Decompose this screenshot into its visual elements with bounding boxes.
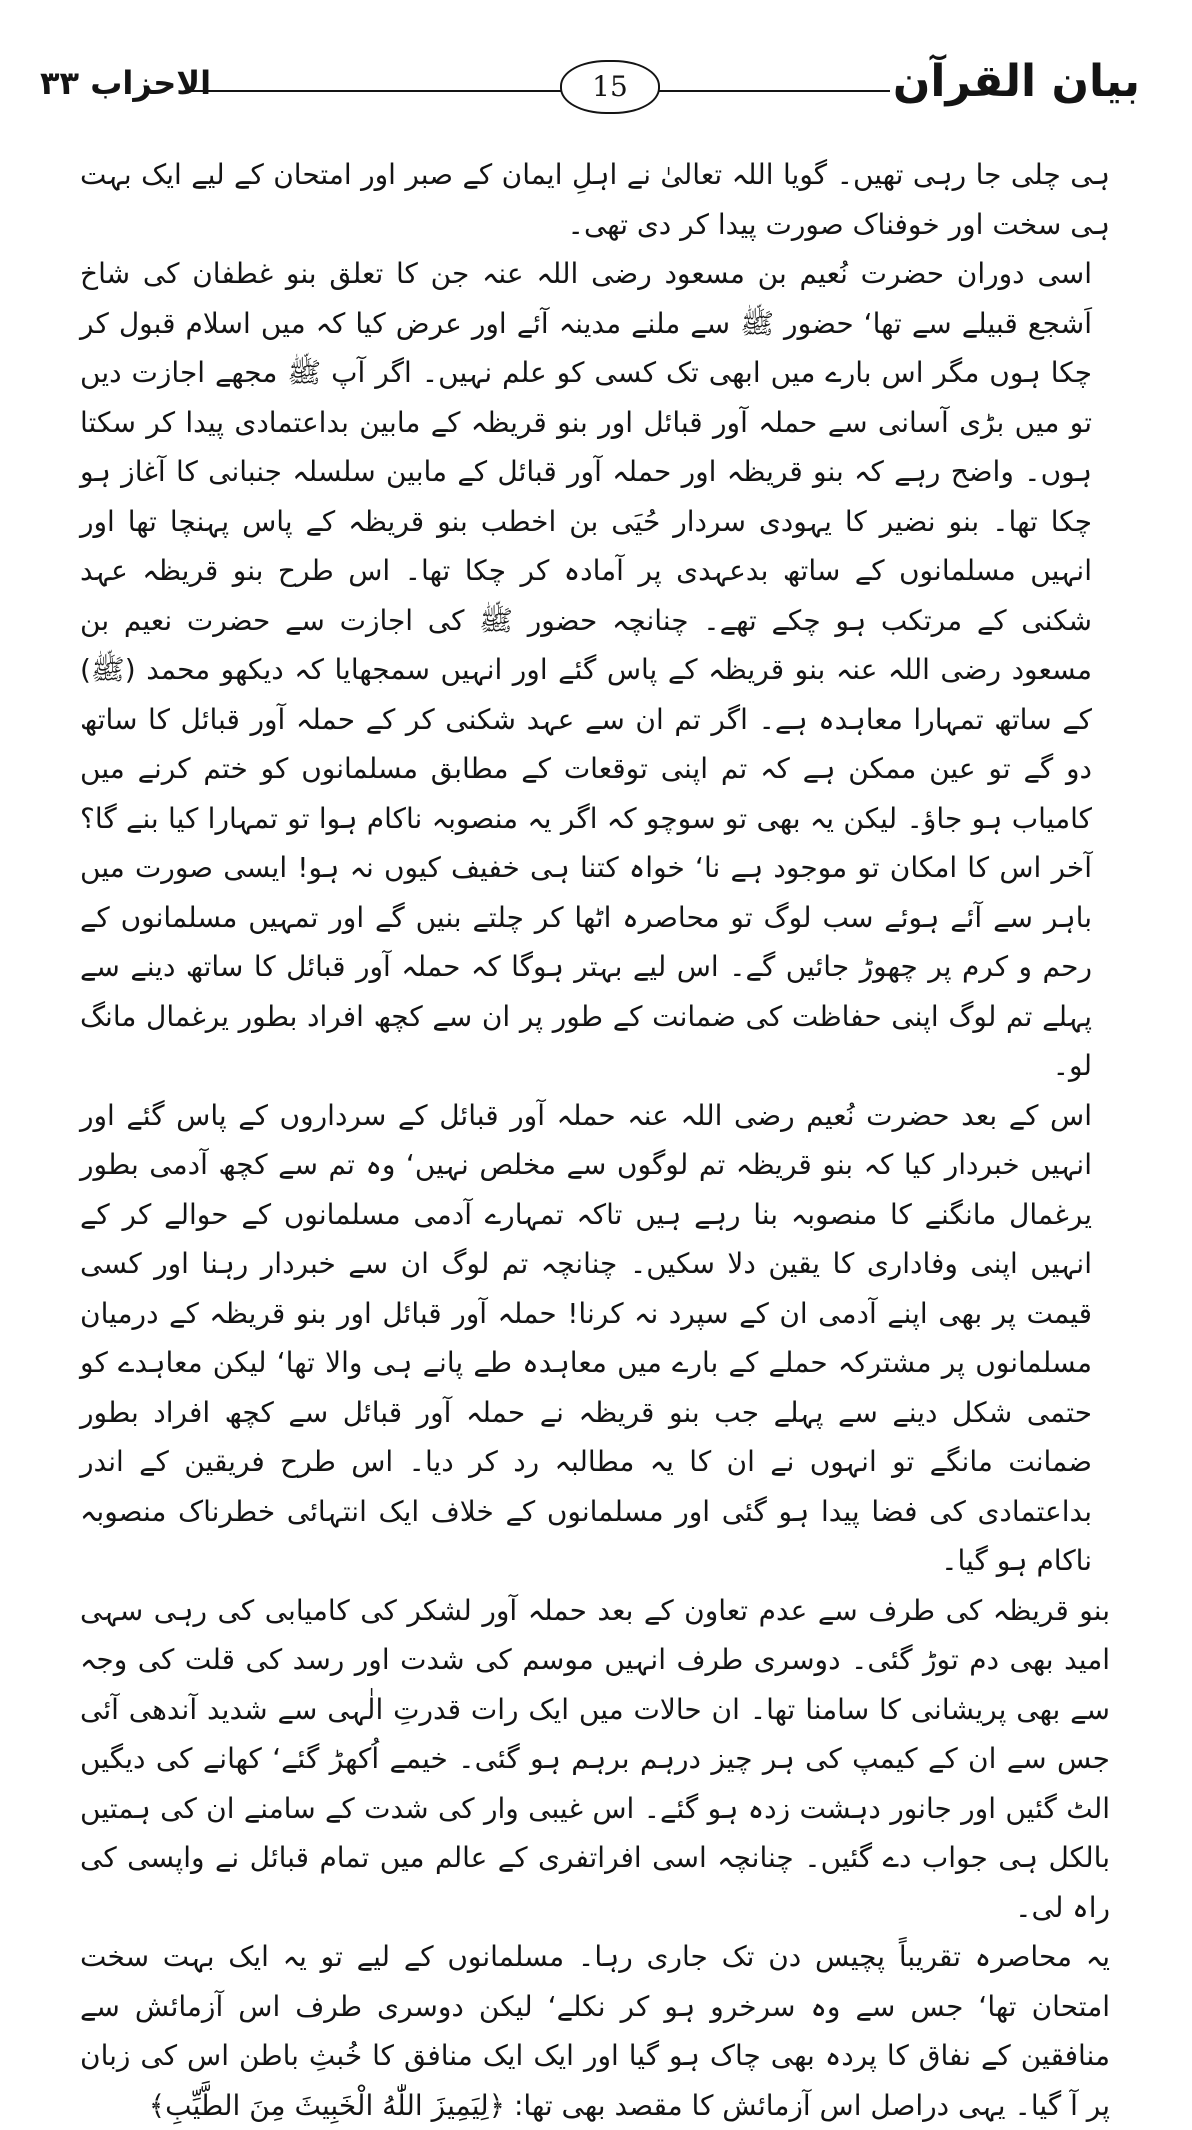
surah-title: الاحزاب ۳۳ — [40, 64, 212, 102]
page-number: 15 — [560, 60, 660, 114]
paragraph-1: ہی چلی جا رہی تھیں۔ گویا اللہ تعالیٰ نے اہلِ ایمان کے صبر اور امتحان کے لیے ایک بہت ہی سخت اور خوفناک صورت پیدا کر دی تھی۔ — [80, 158, 1110, 241]
paragraph-5: یہ محاصرہ تقریباً پچیس دن تک جاری رہا۔ مسلمانوں کے لیے تو یہ ایک بہت سخت امتحان تھا‘ جس سے وہ سرخرو ہو کر نکلے‘ لیکن دوسری طرف اس آزمائش سے منافقین کے نفاق کا پردہ بھی چاک ہو گیا اور ایک ایک منافق کا خُبثِ باطن اس کی زبان پر آ گیا۔ یہی دراصل اس آزمائش کا مقصد بھی تھا: ﴿لِيَمِيزَ اللّٰهُ الْخَبِيثَ مِنَ الطَّيِّبِ﴾ — [80, 1940, 1110, 2122]
page-header — [40, 50, 1140, 120]
paragraph-2: اسی دوران حضرت نُعیم بن مسعود رضی اللہ عنہ جن کا تعلق بنو غطفان کی شاخ اَشجع قبیلے سے تھا‘ حضور ﷺ سے ملنے مدینہ آئے اور عرض کیا کہ میں اسلام قبول کر چکا ہوں مگر اس بارے میں ابھی تک کسی کو علم نہیں۔ اگر آپ ﷺ مجھے اجازت دیں تو میں بڑی آسانی سے حملہ آور قبائل اور بنو قریظہ کے مابین بداعتمادی پیدا کر سکتا ہوں۔ واضح رہے کہ بنو قریظہ اور حملہ آور قبائل کے مابین سلسلہ جنبانی کا آغاز ہو چکا تھا۔ بنو نضیر کا یہودی سردار حُیَی بن اخطب بنو قریظہ کے پاس پہنچا تھا اور انہیں مسلمانوں کے ساتھ بدعہدی پر آمادہ کر چکا تھا۔ اس طرح بنو قریظہ عہد شکنی کے مرتکب ہو چکے تھے۔ چنانچہ حضور ﷺ کی اجازت سے حضرت نعیم بن مسعود رضی اللہ عنہ بنو قریظہ کے پاس گئے اور انہیں سمجھایا کہ دیکھو محمد (ﷺ) کے ساتھ تمہارا معاہدہ ہے۔ اگر تم ان سے عہد شکنی کر کے حملہ آور قبائل کا ساتھ دو گے تو عین ممکن ہے کہ تم اپنی توقعات کے مطابق مسلمانوں کو ختم کرنے میں کامیاب ہو جاؤ۔ لیکن یہ بھی تو سوچو کہ اگر یہ منصوبہ ناکام ہوا تو تمہارا کیا بنے گا؟ آخر اس کا امکان تو موجود ہے نا‘ خواہ کتنا ہی خفیف کیوں نہ ہو! ایسی صورت میں باہر سے آئے ہوئے سب لوگ تو محاصرہ اٹھا کر چلتے بنیں گے اور تمہیں مسلمانوں کے رحم و کرم پر چھوڑ جائیں گے۔ اس لیے بہتر ہوگا کہ حملہ آور قبائل کا ساتھ دینے سے پہلے تم لوگ اپنی حفاظت کی ضمانت کے طور پر ان سے کچھ افراد بطور یرغمال مانگ لو۔ — [80, 257, 1092, 1082]
paragraph-3: اس کے بعد حضرت نُعیم رضی اللہ عنہ حملہ آور قبائل کے سرداروں کے پاس گئے اور انہیں خبردار کیا کہ بنو قریظہ تم لوگوں سے مخلص نہیں‘ وہ تم سے کچھ آدمی بطور یرغمال مانگنے کا منصوبہ بنا رہے ہیں تاکہ تمہارے آدمی مسلمانوں کے حوالے کر کے انہیں اپنی وفاداری کا یقین دلا سکیں۔ چنانچہ تم لوگ ان سے خبردار رہنا اور کسی قیمت پر بھی اپنے آدمی ان کے سپرد نہ کرنا! حملہ آور قبائل اور بنو قریظہ کے درمیان مسلمانوں پر مشترکہ حملے کے بارے میں معاہدہ طے پانے ہی والا تھا‘ لیکن معاہدے کو حتمی شکل دینے سے پہلے جب بنو قریظہ نے حملہ آور قبائل سے کچھ افراد بطور ضمانت مانگے تو انہوں نے ان کا یہ مطالبہ رد کر دیا۔ اس طرح فریقین کے اندر بداعتمادی کی فضا پیدا ہو گئی اور مسلمانوں کے خلاف ایک انتہائی خطرناک منصوبہ ناکام ہو گیا۔ — [80, 1098, 1092, 1577]
body-text — [80, 150, 1110, 2122]
header-rule — [190, 90, 890, 92]
book-title: بیان القرآن — [892, 56, 1140, 107]
paragraph-4: بنو قریظہ کی طرف سے عدم تعاون کے بعد حملہ آور لشکر کی کامیابی کی رہی سہی امید بھی دم توڑ گئی۔ دوسری طرف انہیں موسم کی شدت اور رسد کی قلت کی وجہ سے بھی پریشانی کا سامنا تھا۔ ان حالات میں ایک رات قدرتِ الٰہی سے شدید آندھی آئی جس سے ان کے کیمپ کی ہر چیز درہم برہم ہو گئی۔ خیمے اُکھڑ گئے‘ کھانے کی دیگیں الٹ گئیں اور جانور دہشت زدہ ہو گئے۔ اس غیبی وار کی شدت کے سامنے ان کی ہمتیں بالکل ہی جواب دے گئیں۔ چنانچہ اسی افراتفری کے عالم میں تمام قبائل نے واپسی کی راہ لی۔ — [80, 1593, 1110, 1924]
